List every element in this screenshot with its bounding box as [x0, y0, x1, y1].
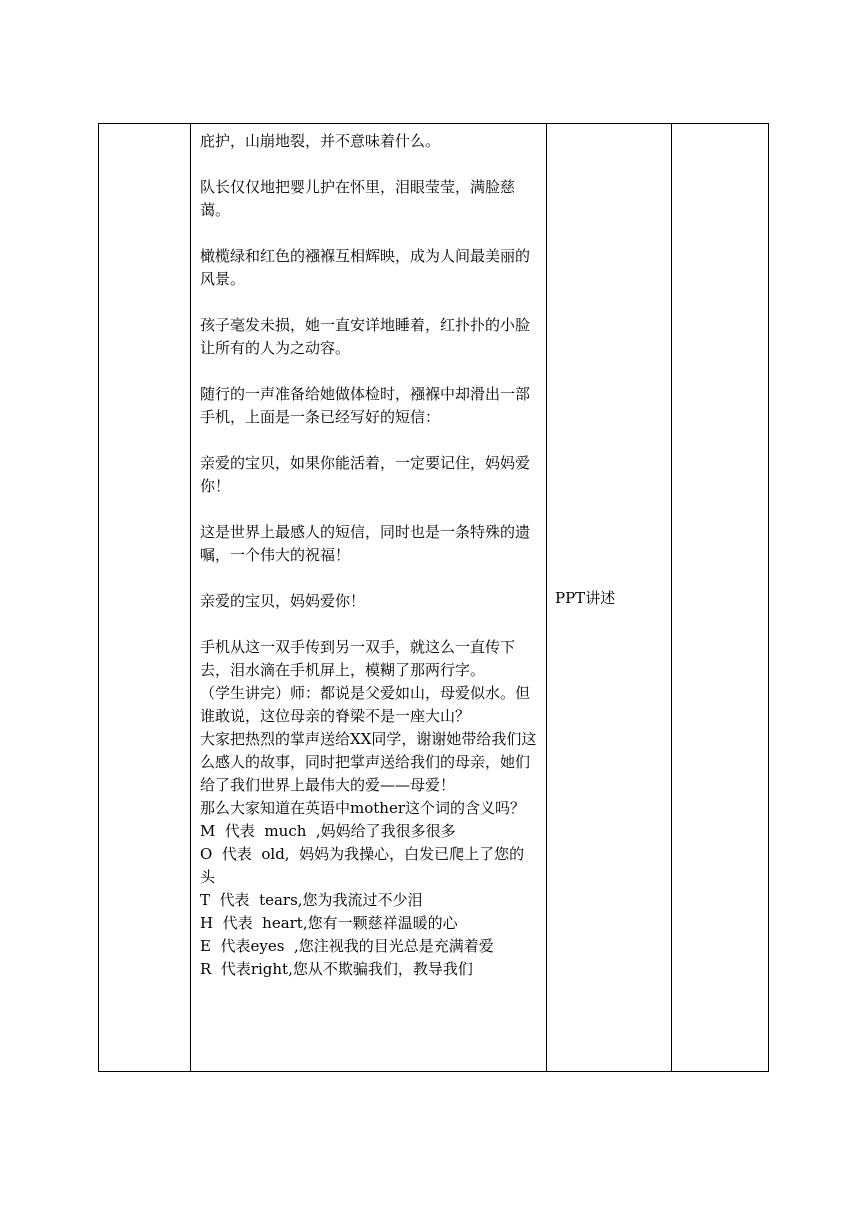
paragraph: O 代表 old, 妈妈为我操心，白发已爬上了您的头	[200, 845, 525, 886]
paragraph: 随行的一声准备给她做体检时，襁褓中却滑出一部手机，上面是一条已经写好的短信：	[200, 385, 531, 426]
paragraph: 庇护，山崩地裂，并不意味着什么。	[200, 132, 441, 150]
paragraph: M 代表 much ,妈妈给了我很多很多	[200, 822, 456, 840]
paragraph: 亲爱的宝贝，妈妈爱你！	[200, 592, 366, 610]
paragraph: 这是世界上最感人的短信，同时也是一条特殊的遗嘱，一个伟大的祝福！	[200, 523, 531, 564]
paragraph: （学生讲完）师：都说是父爱如山，母爱似水。但谁敢说，这位母亲的脊梁不是一座大山？	[200, 684, 531, 725]
table-row	[99, 124, 769, 1072]
paragraph: 亲爱的宝贝，如果你能活着，一定要记住，妈妈爱你！	[200, 454, 531, 495]
paragraph: T 代表 tears,您为我流过不少泪	[200, 891, 423, 909]
paragraph: 橄榄绿和红色的襁褓互相辉映，成为人间最美丽的风景。	[200, 247, 531, 288]
paragraph: 手机从这一双手传到另一双手，就这么一直传下去，泪水滴在手机屏上，模糊了那两行字。	[200, 638, 516, 679]
paragraph: 那么大家知道在英语中mother这个词的含义吗？	[200, 799, 525, 817]
paragraph: H 代表 heart,您有一颗慈祥温暖的心	[200, 914, 458, 932]
paragraph: 队长仅仅地把婴儿护在怀里，泪眼莹莹，满脸慈蔼。	[200, 178, 516, 219]
empty-cell-left	[99, 124, 191, 1072]
content-cell	[191, 124, 547, 1072]
paragraph: 孩子毫发未损，她一直安详地睡着，红扑扑的小脸让所有的人为之动容。	[200, 316, 531, 357]
empty-cell-right	[672, 124, 769, 1072]
method-cell	[547, 124, 672, 1072]
paragraph: R 代表right,您从不欺骗我们，教导我们	[200, 960, 473, 978]
method-label: PPT讲述	[555, 589, 616, 607]
paragraph: E 代表eyes ,您注视我的目光总是充满着爱	[200, 937, 494, 955]
lesson-plan-table	[98, 123, 769, 1072]
paragraph: 大家把热烈的掌声送给XX同学，谢谢她带给我们这么感人的故事，同时把掌声送给我们的母亲，她们给了我们世界上最伟大的爱——母爱！	[200, 730, 537, 794]
